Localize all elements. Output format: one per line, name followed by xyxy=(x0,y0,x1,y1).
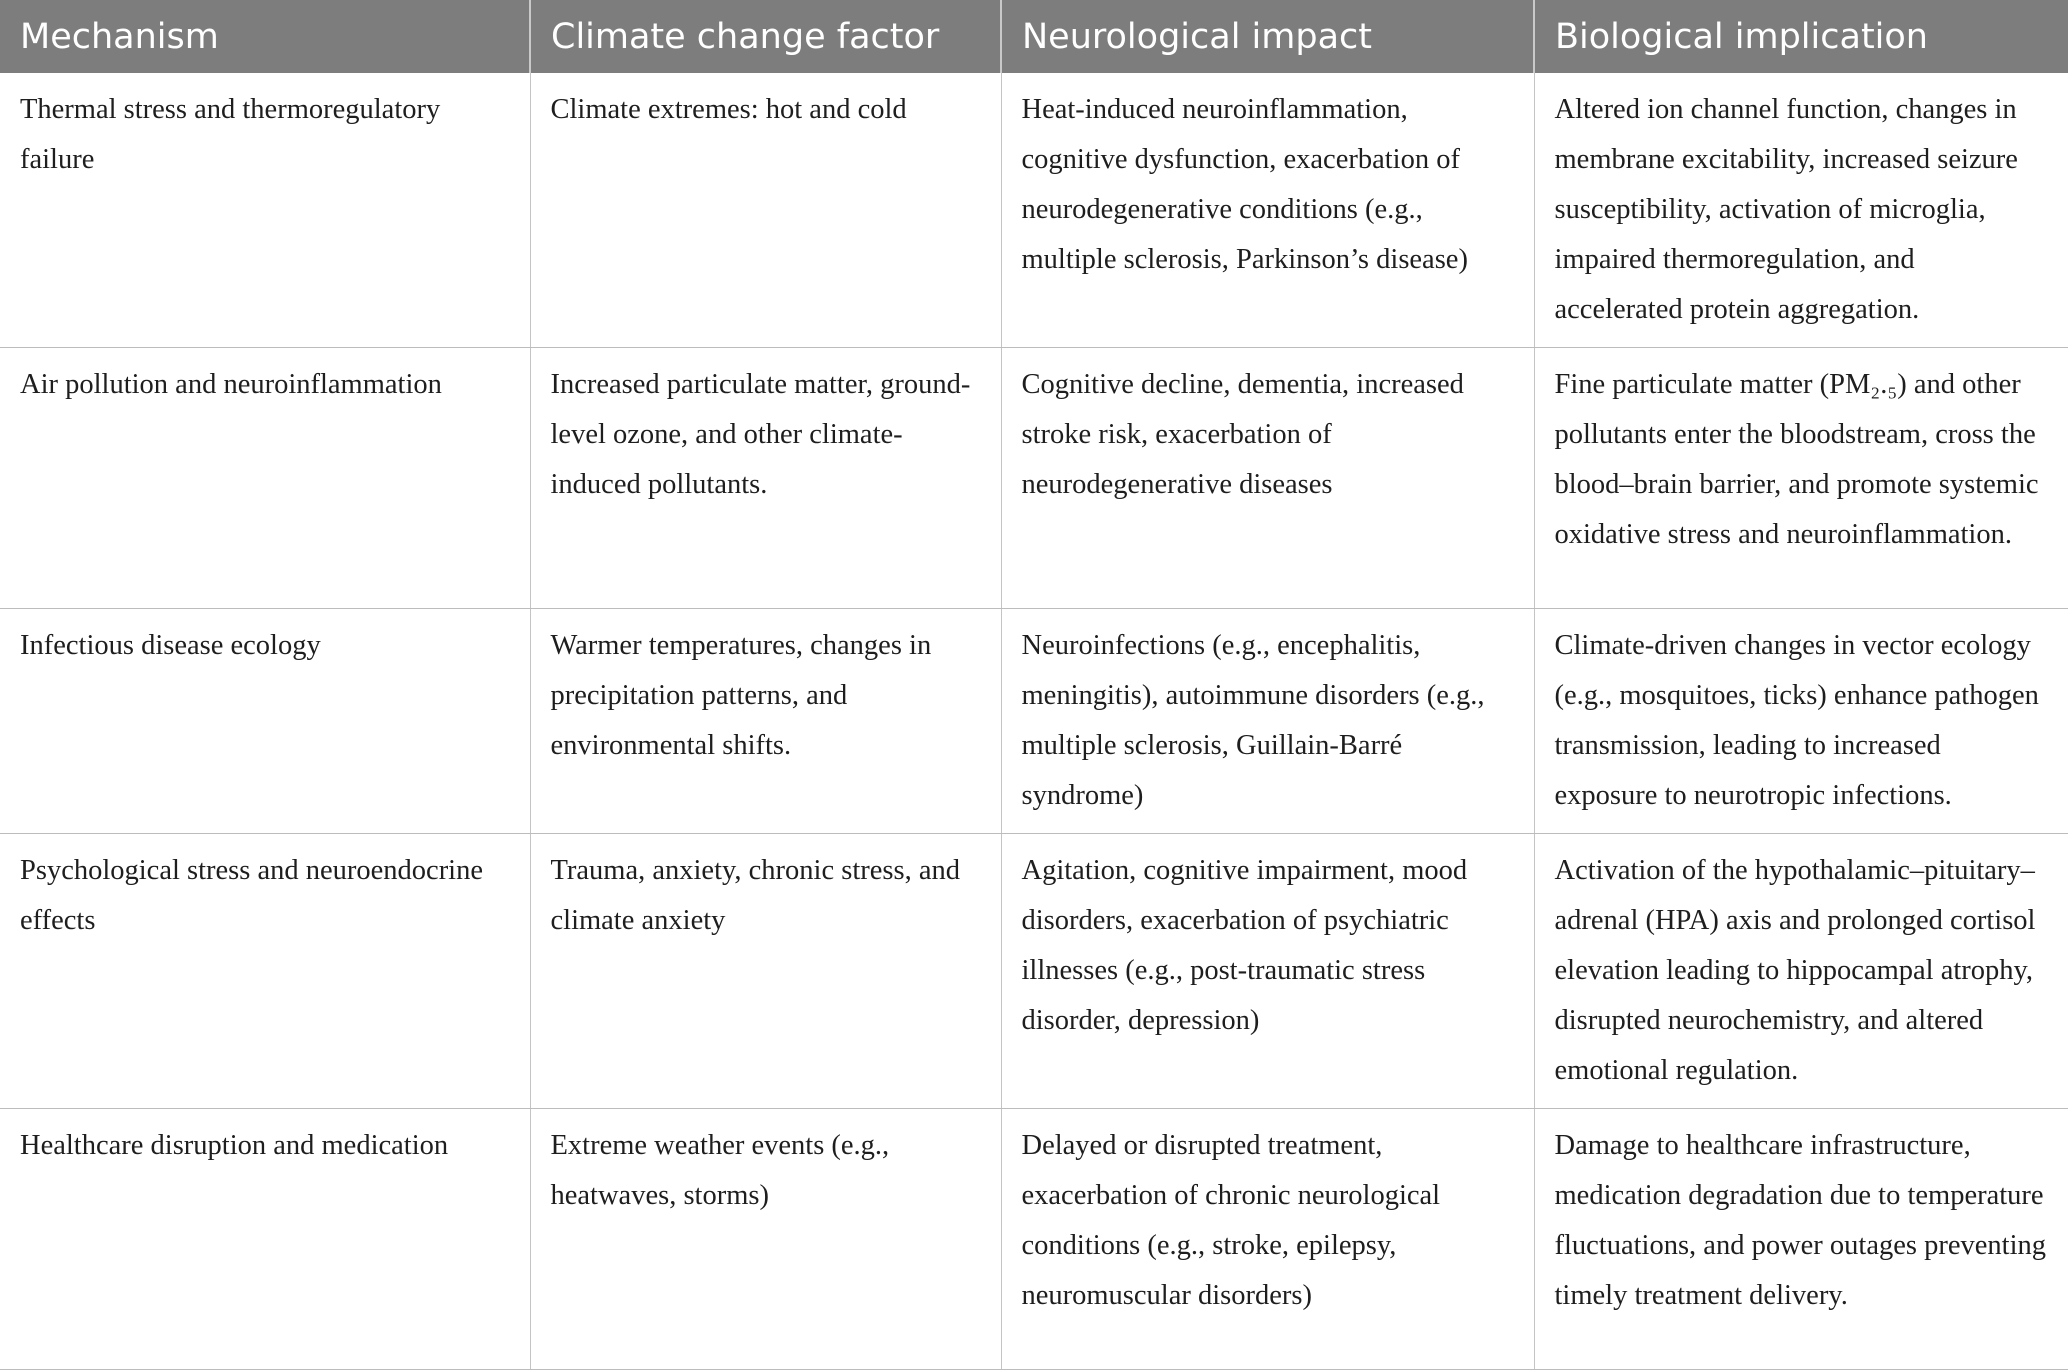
header-climate-change-factor: Climate change factor xyxy=(530,0,1001,73)
table-row xyxy=(0,609,2068,834)
cell-climate-change-factor: Trauma, anxiety, chronic stress, and climate anxiety xyxy=(530,834,1001,1109)
cell-biological-implication: Damage to healthcare infrastructure, medication degradation due to temperature fluctuations, and power outages preventing timely treatment delivery. xyxy=(1534,1109,2068,1370)
cell-mechanism: Infectious disease ecology xyxy=(0,609,530,834)
header-neurological-impact: Neurological impact xyxy=(1001,0,1534,73)
cell-biological-implication: Fine particulate matter (PM₂.₅) and other pollutants enter the bloodstream, cross the blood–brain barrier, and promote systemic oxidative stress and neuroinflammation. xyxy=(1534,348,2068,609)
table-body xyxy=(0,73,2068,1370)
cell-climate-change-factor: Climate extremes: hot and cold xyxy=(530,73,1001,348)
table-row xyxy=(0,834,2068,1109)
cell-mechanism: Thermal stress and thermoregulatory failure xyxy=(0,73,530,348)
cell-neurological-impact: Cognitive decline, dementia, increased stroke risk, exacerbation of neurodegenerative diseases xyxy=(1001,348,1534,609)
header-row xyxy=(0,0,2068,73)
table-row xyxy=(0,1109,2068,1370)
table-row xyxy=(0,73,2068,348)
cell-mechanism: Psychological stress and neuroendocrine effects xyxy=(0,834,530,1109)
cell-mechanism: Air pollution and neuroinflammation xyxy=(0,348,530,609)
cell-neurological-impact: Heat-induced neuroinflammation, cognitive dysfunction, exacerbation of neurodegenerative conditions (e.g., multiple sclerosis, Parkinson’s disease) xyxy=(1001,73,1534,348)
cell-biological-implication: Activation of the hypothalamic–pituitary–adrenal (HPA) axis and prolonged cortisol elevation leading to hippocampal atrophy, disrupted neurochemistry, and altered emotional regulation. xyxy=(1534,834,2068,1109)
cell-climate-change-factor: Increased particulate matter, ground-level ozone, and other climate-induced pollutants. xyxy=(530,348,1001,609)
cell-neurological-impact: Delayed or disrupted treatment, exacerbation of chronic neurological conditions (e.g., stroke, epilepsy, neuromuscular disorders) xyxy=(1001,1109,1534,1370)
table-header xyxy=(0,0,2068,73)
header-mechanism: Mechanism xyxy=(0,0,530,73)
cell-climate-change-factor: Warmer temperatures, changes in precipitation patterns, and environmental shifts. xyxy=(530,609,1001,834)
cell-biological-implication: Climate-driven changes in vector ecology (e.g., mosquitoes, ticks) enhance pathogen transmission, leading to increased exposure to neurotropic infections. xyxy=(1534,609,2068,834)
cell-neurological-impact: Neuroinfections (e.g., encephalitis, meningitis), autoimmune disorders (e.g., multiple sclerosis, Guillain-Barré syndrome) xyxy=(1001,609,1534,834)
cell-mechanism: Healthcare disruption and medication xyxy=(0,1109,530,1370)
cell-biological-implication: Altered ion channel function, changes in membrane excitability, increased seizure susceptibility, activation of microglia, impaired thermoregulation, and accelerated protein aggregation. xyxy=(1534,73,2068,348)
cell-neurological-impact: Agitation, cognitive impairment, mood disorders, exacerbation of psychiatric illnesses (e.g., post-traumatic stress disorder, depression) xyxy=(1001,834,1534,1109)
cell-climate-change-factor: Extreme weather events (e.g., heatwaves, storms) xyxy=(530,1109,1001,1370)
table-row xyxy=(0,348,2068,609)
header-biological-implication: Biological implication xyxy=(1534,0,2068,73)
